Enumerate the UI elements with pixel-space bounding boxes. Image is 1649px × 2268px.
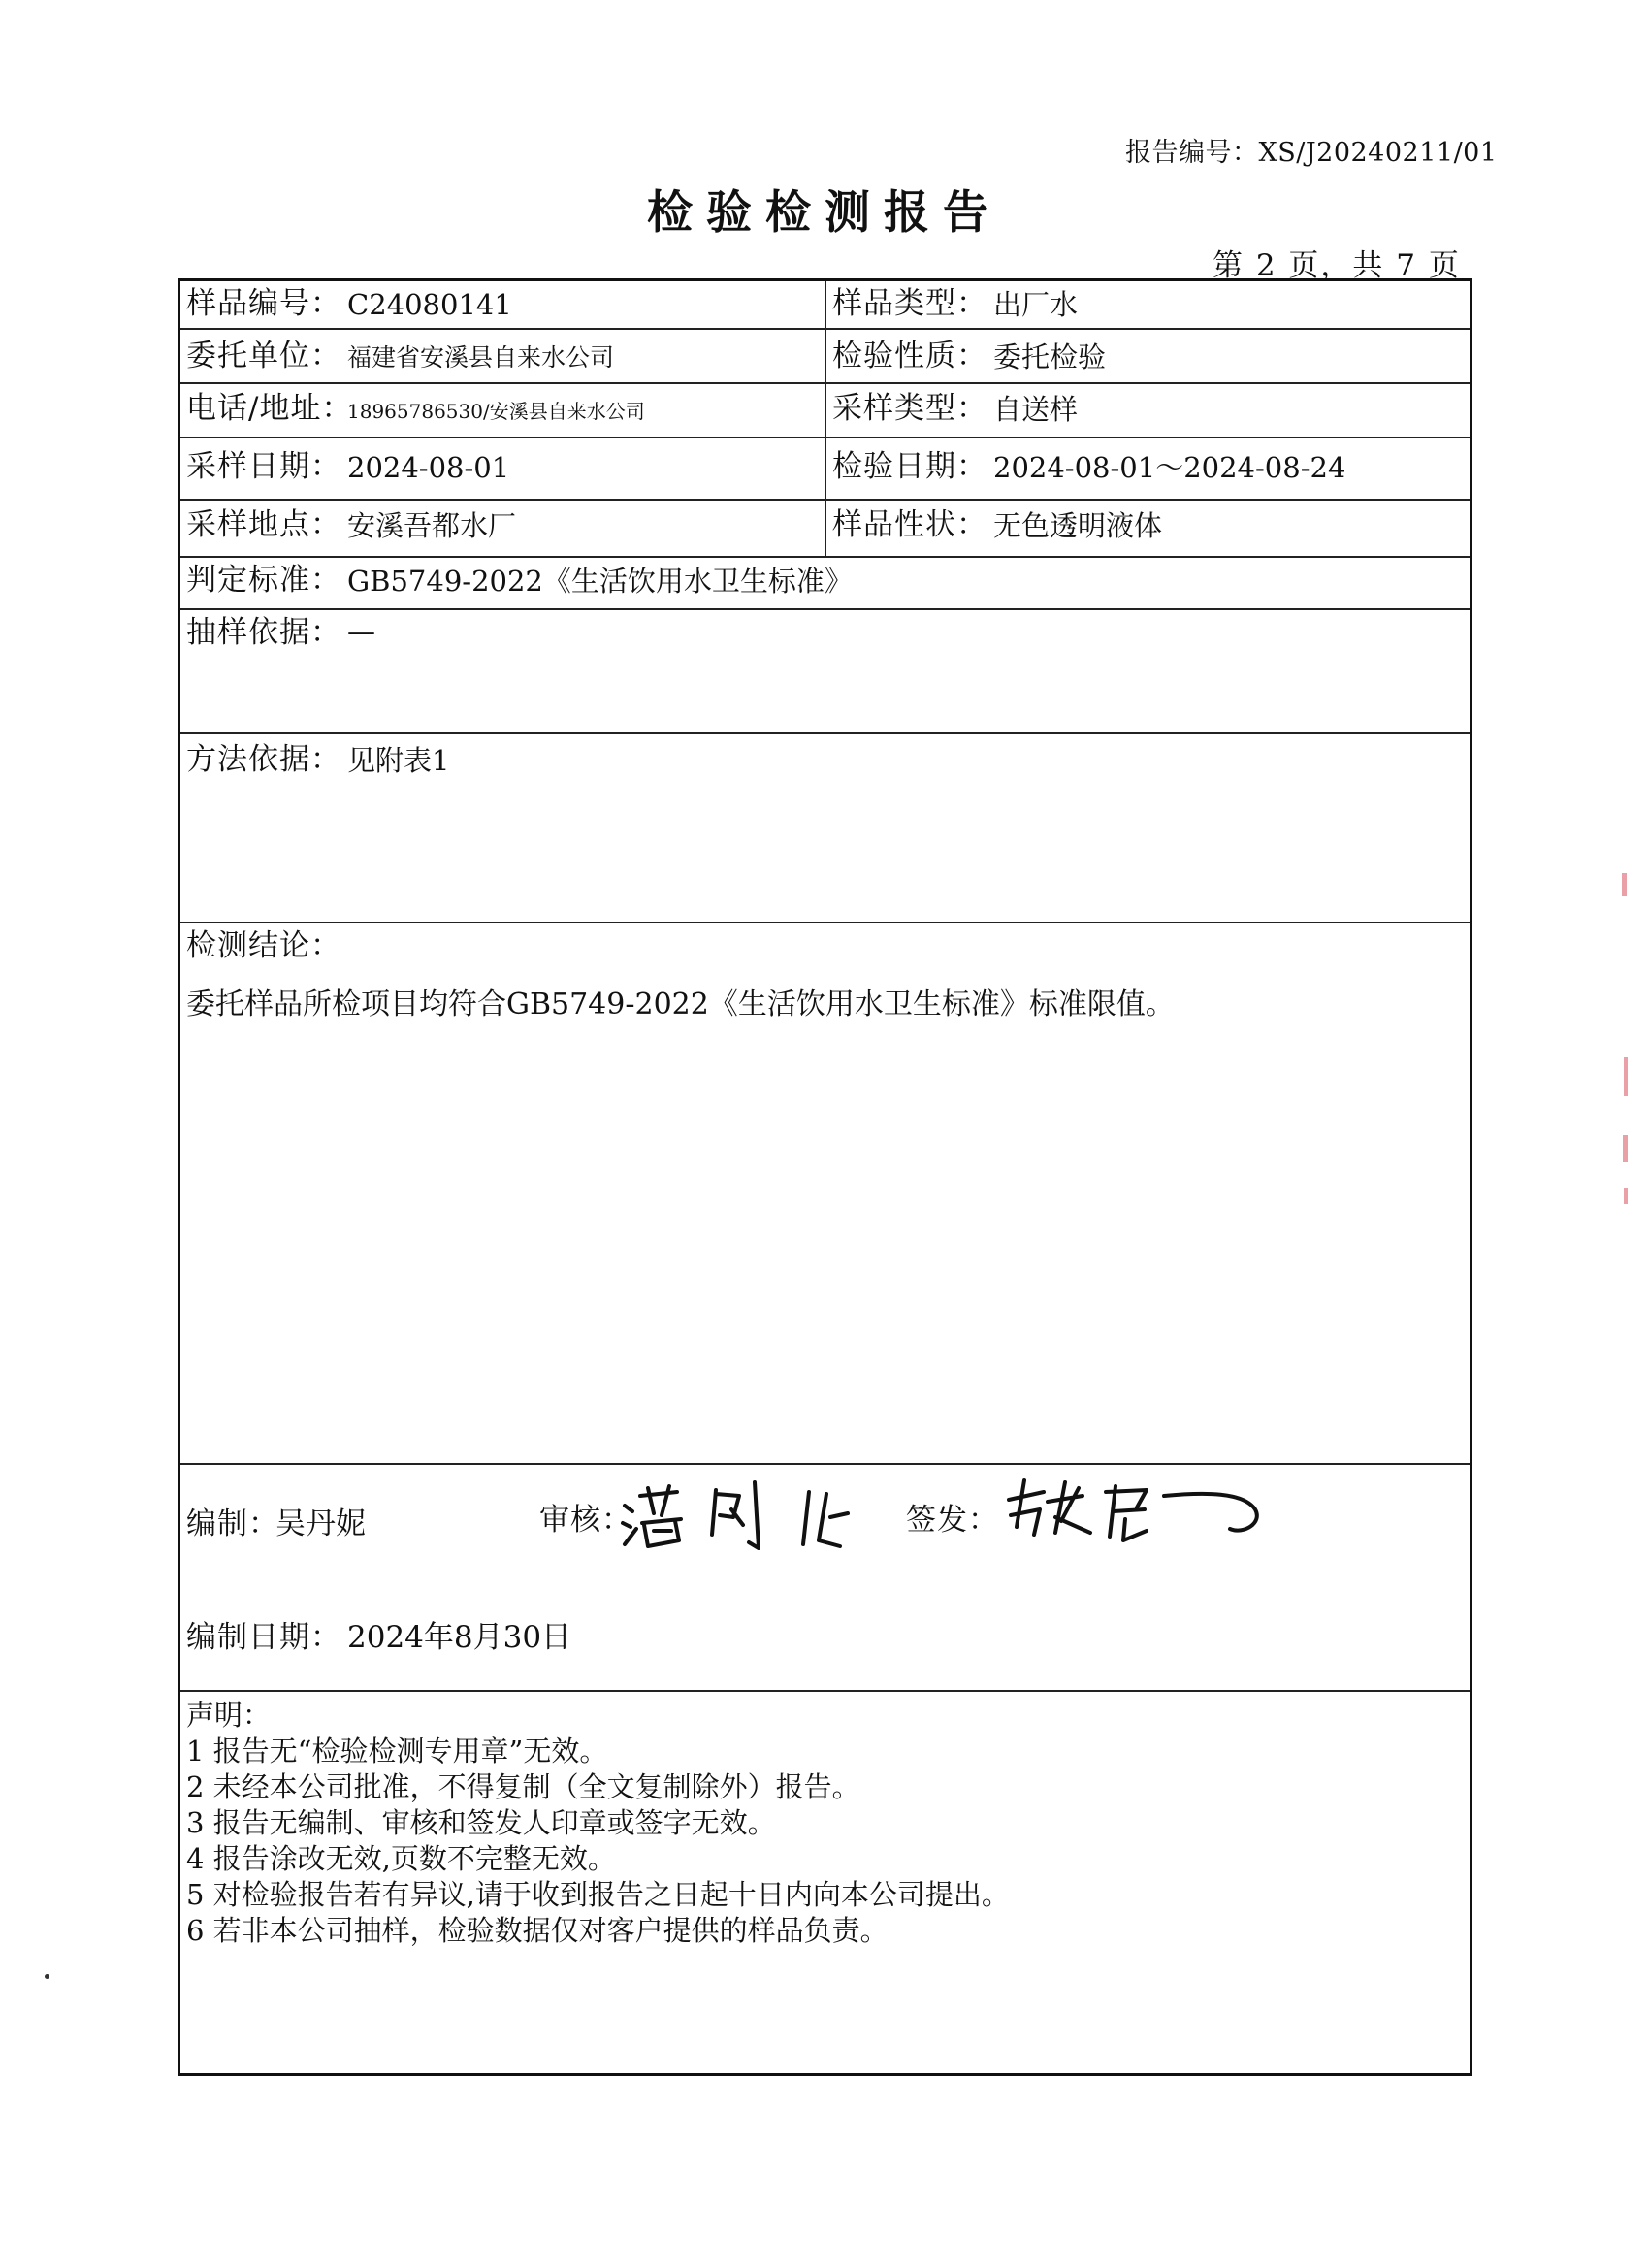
sampling-basis-label: 抽样依据： bbox=[186, 615, 341, 650]
phone-address-label: 电话/地址： bbox=[186, 391, 353, 426]
reviewer-label: 审核： bbox=[539, 1503, 632, 1538]
sample-no-label: 样品编号： bbox=[186, 286, 341, 321]
method-basis-label: 方法依据： bbox=[186, 742, 341, 777]
compile-date-value: 2024年8月30日 bbox=[347, 1620, 572, 1655]
row-divider bbox=[180, 556, 1470, 558]
scan-mark bbox=[1622, 873, 1627, 896]
client-value: 福建省安溪县自来水公司 bbox=[347, 343, 615, 372]
editor-name: 吴丹妮 bbox=[275, 1507, 366, 1541]
compile-date-label: 编制日期： bbox=[186, 1620, 341, 1655]
scan-speck bbox=[45, 1974, 49, 1979]
document-title: 检验检测报告 bbox=[647, 186, 1002, 240]
inspection-nature-value: 委托检验 bbox=[993, 340, 1107, 373]
scan-mark bbox=[1624, 1188, 1628, 1204]
sampling-date-value: 2024-08-01 bbox=[347, 451, 510, 484]
sample-type-label: 样品类型： bbox=[832, 286, 987, 321]
inspection-date-value: 2024-08-01～2024-08-24 bbox=[993, 451, 1346, 484]
client-label: 委托单位： bbox=[186, 339, 341, 373]
row-divider bbox=[180, 1690, 1470, 1692]
approver-signature bbox=[1001, 1463, 1399, 1548]
inspection-date-label: 检验日期： bbox=[832, 449, 987, 484]
phone-address-value: 18965786530/安溪县自来水公司 bbox=[347, 400, 645, 423]
inspection-nature-label: 检验性质： bbox=[832, 339, 987, 373]
sampling-type-label: 采样类型： bbox=[832, 391, 987, 426]
row-divider bbox=[180, 608, 1470, 610]
sampling-basis-value: — bbox=[347, 615, 375, 648]
sample-state-value: 无色透明液体 bbox=[993, 509, 1163, 542]
page-number: 第 2 页，共 7 页 bbox=[1212, 248, 1461, 283]
standard-label: 判定标准： bbox=[186, 563, 341, 598]
editor-label: 编制： bbox=[186, 1507, 279, 1541]
conclusion-text: 委托样品所检项目均符合GB5749-2022《生活饮用水卫生标准》标准限值。 bbox=[186, 988, 1175, 1021]
reviewer-signature bbox=[619, 1467, 889, 1554]
row-divider bbox=[180, 732, 1470, 734]
standard-value: GB5749-2022《生活饮用水卫生标准》 bbox=[347, 565, 853, 598]
statement-title: 声明： bbox=[186, 1699, 272, 1732]
sample-state-label: 样品性状： bbox=[832, 507, 987, 542]
sampling-location-value: 安溪吾都水厂 bbox=[347, 509, 517, 542]
statement-item: 4 报告涂改无效,页数不完整无效。 bbox=[186, 1842, 616, 1875]
sampling-type-value: 自送样 bbox=[993, 393, 1079, 426]
report-table bbox=[178, 278, 1472, 2076]
row-divider bbox=[180, 922, 1470, 923]
column-divider bbox=[824, 281, 826, 556]
conclusion-label: 检测结论： bbox=[186, 928, 341, 963]
statement-item: 1 报告无“检验检测专用章”无效。 bbox=[186, 1734, 608, 1767]
statement-item: 3 报告无编制、审核和签发人印章或签字无效。 bbox=[186, 1806, 776, 1839]
sample-type-value: 出厂水 bbox=[993, 288, 1079, 321]
scan-mark bbox=[1623, 1135, 1628, 1162]
approver-label: 签发： bbox=[906, 1503, 999, 1538]
statement-item: 5 对检验报告若有异议,请于收到报告之日起十日内向本公司提出。 bbox=[186, 1878, 1010, 1911]
sampling-date-label: 采样日期： bbox=[186, 449, 341, 484]
scan-mark bbox=[1624, 1057, 1628, 1096]
statement-item: 6 若非本公司抽样，检验数据仅对客户提供的样品负责。 bbox=[186, 1914, 889, 1947]
sample-no-value: C24080141 bbox=[347, 288, 512, 321]
statement-item: 2 未经本公司批准，不得复制（全文复制除外）报告。 bbox=[186, 1770, 860, 1803]
sampling-location-label: 采样地点： bbox=[186, 507, 341, 542]
report-number: 报告编号：XS/J20240211/01 bbox=[1125, 138, 1498, 168]
method-basis-value: 见附表1 bbox=[347, 744, 450, 777]
